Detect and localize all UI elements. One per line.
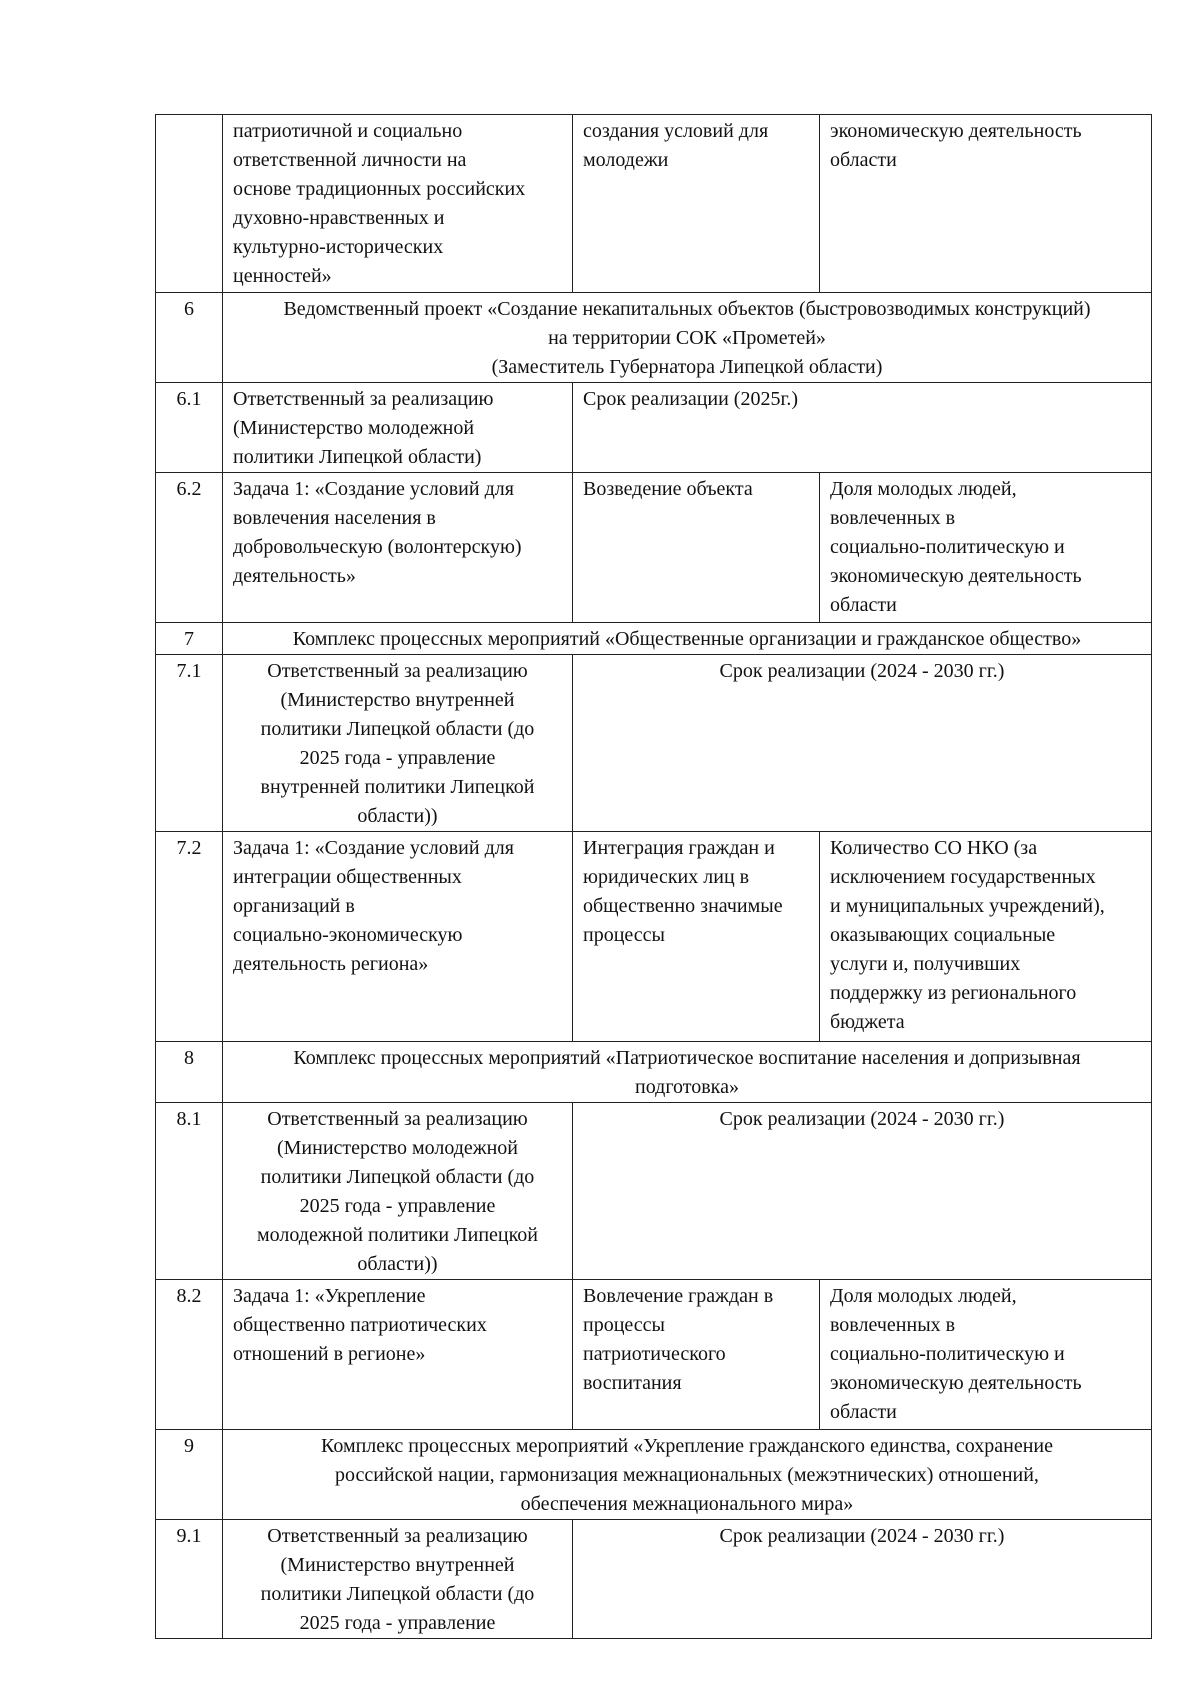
row-number-text: 6.1 bbox=[176, 388, 202, 410]
task-cell-text: Задача 1: «Создание условий для вовлечения населения в добровольческую (волонтерскую) деятельность» bbox=[233, 478, 522, 587]
task-cell bbox=[223, 832, 573, 1042]
result-cell-text: создания условий для молодежи bbox=[583, 120, 769, 171]
table-row bbox=[156, 293, 1152, 383]
row-number-text: 9 bbox=[184, 1435, 194, 1457]
task-cell-text: Задача 1: «Укрепление общественно патриотических отношений в регионе» bbox=[233, 1285, 487, 1365]
table-row bbox=[156, 1103, 1152, 1280]
row-number bbox=[156, 473, 223, 623]
task-cell bbox=[223, 473, 573, 623]
program-table-body bbox=[156, 115, 1152, 1639]
period-cell bbox=[573, 1103, 1152, 1280]
table-row bbox=[156, 1042, 1152, 1103]
row-number bbox=[156, 1042, 223, 1103]
row-number-text: 6.2 bbox=[176, 478, 202, 500]
row-number-text: 7.1 bbox=[176, 660, 202, 682]
task-cell bbox=[223, 115, 573, 293]
row-number bbox=[156, 1103, 223, 1280]
table-row bbox=[156, 473, 1152, 623]
responsible-cell bbox=[223, 1103, 573, 1280]
responsible-cell-text: Ответственный за реализацию (Министерство молодежной политики Липецкой области) bbox=[233, 388, 494, 468]
table-row bbox=[156, 1280, 1152, 1430]
section-title bbox=[223, 1430, 1152, 1520]
period-cell bbox=[573, 1520, 1152, 1639]
row-number-text: 8.1 bbox=[176, 1108, 202, 1130]
row-number bbox=[156, 832, 223, 1042]
task-cell-text: Задача 1: «Создание условий для интеграции общественных организаций в социально-экономическую деятельность региона» bbox=[233, 837, 514, 975]
indicator-cell-text: Количество СО НКО (за исключением государственных и муниципальных учреждений), оказывающих социальные услуги и, получивших поддержку из регионального бюджета bbox=[830, 837, 1105, 1033]
table-row bbox=[156, 115, 1152, 293]
result-cell bbox=[573, 473, 820, 623]
section-title-text: Комплекс процессных мероприятий «Патриотическое воспитание населения и допризывная подготовка» bbox=[293, 1047, 1081, 1098]
section-title-text: Комплекс процессных мероприятий «Общественные организации и гражданское общество» bbox=[292, 628, 1082, 650]
responsible-cell-text: Ответственный за реализацию (Министерство внутренней политики Липецкой области (до 2025 года - управление внутренней политики Липецкой области)) bbox=[260, 660, 535, 827]
row-number-text: 7.2 bbox=[176, 837, 202, 859]
responsible-cell-text: Ответственный за реализацию (Министерство молодежной политики Липецкой области (до 2025 года - управление молодежной политики Липецкой области)) bbox=[256, 1108, 538, 1275]
table-row bbox=[156, 383, 1152, 473]
period-cell bbox=[573, 655, 1152, 832]
row-number-text: 7 bbox=[184, 628, 194, 650]
indicator-cell bbox=[820, 1280, 1152, 1430]
row-number bbox=[156, 293, 223, 383]
responsible-cell bbox=[223, 1520, 573, 1639]
indicator-cell bbox=[820, 832, 1152, 1042]
program-table bbox=[155, 114, 1152, 1639]
period-cell bbox=[573, 383, 1152, 473]
responsible-cell bbox=[223, 383, 573, 473]
table-row bbox=[156, 623, 1152, 655]
result-cell-text: Возведение объекта bbox=[583, 478, 753, 500]
indicator-cell bbox=[820, 115, 1152, 293]
row-number bbox=[156, 115, 223, 293]
row-number-text: 6 bbox=[184, 298, 194, 320]
table-row bbox=[156, 655, 1152, 832]
section-title-text: Ведомственный проект «Создание некапитальных объектов (быстровозводимых конструкций) на территории СОК «Прометей» (Заместитель Губернатора Липецкой области) bbox=[283, 298, 1091, 378]
section-title bbox=[223, 1042, 1152, 1103]
indicator-cell-text: экономическую деятельность области bbox=[830, 120, 1082, 171]
table-row bbox=[156, 1520, 1152, 1639]
period-cell-text: Срок реализации (2024 - 2030 гг.) bbox=[719, 1108, 1005, 1130]
result-cell bbox=[573, 832, 820, 1042]
responsible-cell bbox=[223, 655, 573, 832]
section-title bbox=[223, 293, 1152, 383]
row-number bbox=[156, 1280, 223, 1430]
period-cell-text: Срок реализации (2024 - 2030 гг.) bbox=[719, 1525, 1005, 1547]
row-number-text: 9.1 bbox=[176, 1525, 202, 1547]
row-number bbox=[156, 383, 223, 473]
result-cell-text: Вовлечение граждан в процессы патриотического воспитания bbox=[583, 1285, 774, 1394]
section-title bbox=[223, 623, 1152, 655]
indicator-cell bbox=[820, 473, 1152, 623]
row-number bbox=[156, 1520, 223, 1639]
result-cell bbox=[573, 1280, 820, 1430]
task-cell bbox=[223, 1280, 573, 1430]
row-number bbox=[156, 1430, 223, 1520]
section-title-text: Комплекс процессных мероприятий «Укрепление гражданского единства, сохранение российской нации, гармонизация межнациональных (межэтнических) отношений, обеспечения межнационального мира» bbox=[320, 1435, 1053, 1515]
indicator-cell-text: Доля молодых людей, вовлеченных в социально-политическую и экономическую деятельность области bbox=[830, 1285, 1082, 1423]
row-number-text: 8 bbox=[184, 1047, 194, 1069]
result-cell-text: Интеграция граждан и юридических лиц в общественно значимые процессы bbox=[583, 837, 783, 946]
responsible-cell-text: Ответственный за реализацию (Министерство внутренней политики Липецкой области (до 2025 года - управление bbox=[260, 1525, 535, 1634]
table-row bbox=[156, 1430, 1152, 1520]
period-cell-text: Срок реализации (2024 - 2030 гг.) bbox=[719, 660, 1005, 682]
period-cell-text: Срок реализации (2025г.) bbox=[583, 388, 799, 410]
table-row bbox=[156, 832, 1152, 1042]
task-cell-text: патриотичной и социально ответственной личности на основе традиционных российских духовно-нравственных и культурно-исторических ценностей» bbox=[233, 120, 526, 287]
result-cell bbox=[573, 115, 820, 293]
row-number bbox=[156, 623, 223, 655]
indicator-cell-text: Доля молодых людей, вовлеченных в социально-политическую и экономическую деятельность области bbox=[830, 478, 1082, 616]
row-number bbox=[156, 655, 223, 832]
row-number-text: 8.2 bbox=[176, 1285, 202, 1307]
